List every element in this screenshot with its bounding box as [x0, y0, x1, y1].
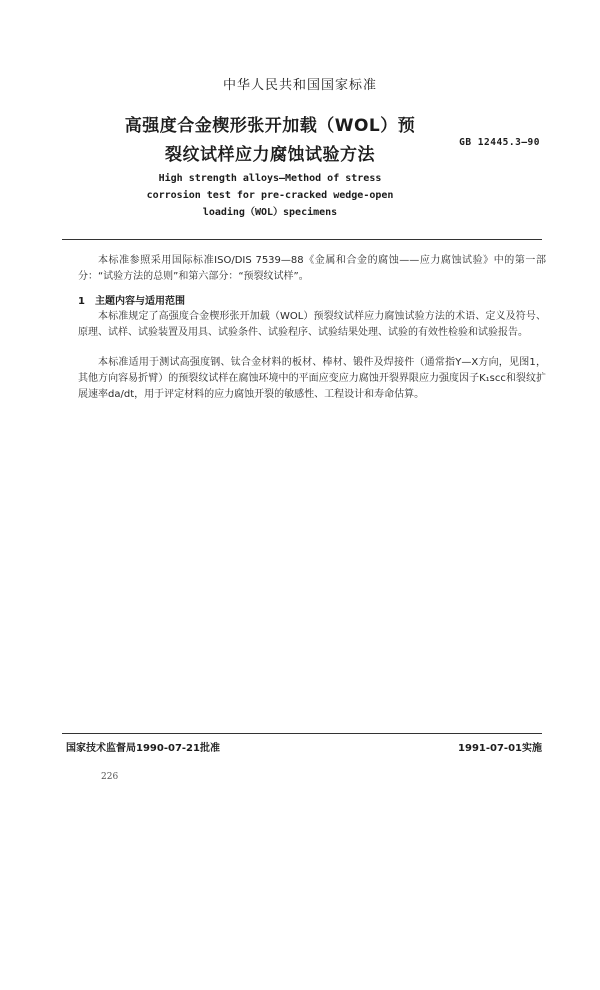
country-standard-heading: 中华人民共和国国家标准 [222, 78, 377, 93]
document-title-cn [60, 112, 480, 170]
page-number: 226 [101, 772, 119, 782]
title-en-line-1: High strength alloys—Method of stress [158, 173, 382, 184]
section-1-heading [78, 292, 185, 307]
standard-number: GB 12445.3—90 [459, 137, 540, 148]
approval-date: 国家技术监督局1990-07-21批准 [66, 743, 220, 754]
title-en-line-3: loading（WOL）specimens [202, 207, 338, 218]
title-en-line-2: corrosion test for pre-cracked wedge-open [146, 190, 394, 201]
title-cn-line-2: 裂纹试样应力腐蚀试验方法 [165, 145, 375, 165]
title-cn-line-1: 高强度合金楔形张开加载（WOL）预 [124, 116, 416, 136]
section-1-title: 主题内容与适用范围 [94, 296, 185, 307]
scope-paragraph-2: 本标准适用于测试高强度钢、钛合金材料的板材、棒材、锻件及焊接件（通常指Y—X方向，见图1，其他方向容易折臂）的预裂纹试样在腐蚀环境中的平面应变应力腐蚀开裂界限应力强度因子K₁scc和裂纹扩展速率da/dt，用于评定材料的应力腐蚀开裂的敏感性、工程设计和寿命估算。 [78, 357, 546, 400]
footer-divider [62, 733, 542, 734]
reference-paragraph: 本标准参照采用国际标准ISO/DIS 7539—88《金属和合金的腐蚀——应力腐蚀试验》中的第一部分：“试验方法的总则”和第六部分：“预裂纹试样”。 [78, 255, 546, 282]
implementation-date: 1991-07-01实施 [458, 743, 542, 754]
header-divider [62, 239, 542, 240]
scope-paragraph-1: 本标准规定了高强度合金楔形张开加载（WOL）预裂纹试样应力腐蚀试验方法的术语、定义及符号、原理、试样、试验装置及用具、试验条件、试验程序、试验结果处理、试验的有效性检验和试验报告。 [78, 311, 546, 338]
document-title-en [80, 170, 460, 221]
section-1-number: 1 [78, 296, 85, 307]
